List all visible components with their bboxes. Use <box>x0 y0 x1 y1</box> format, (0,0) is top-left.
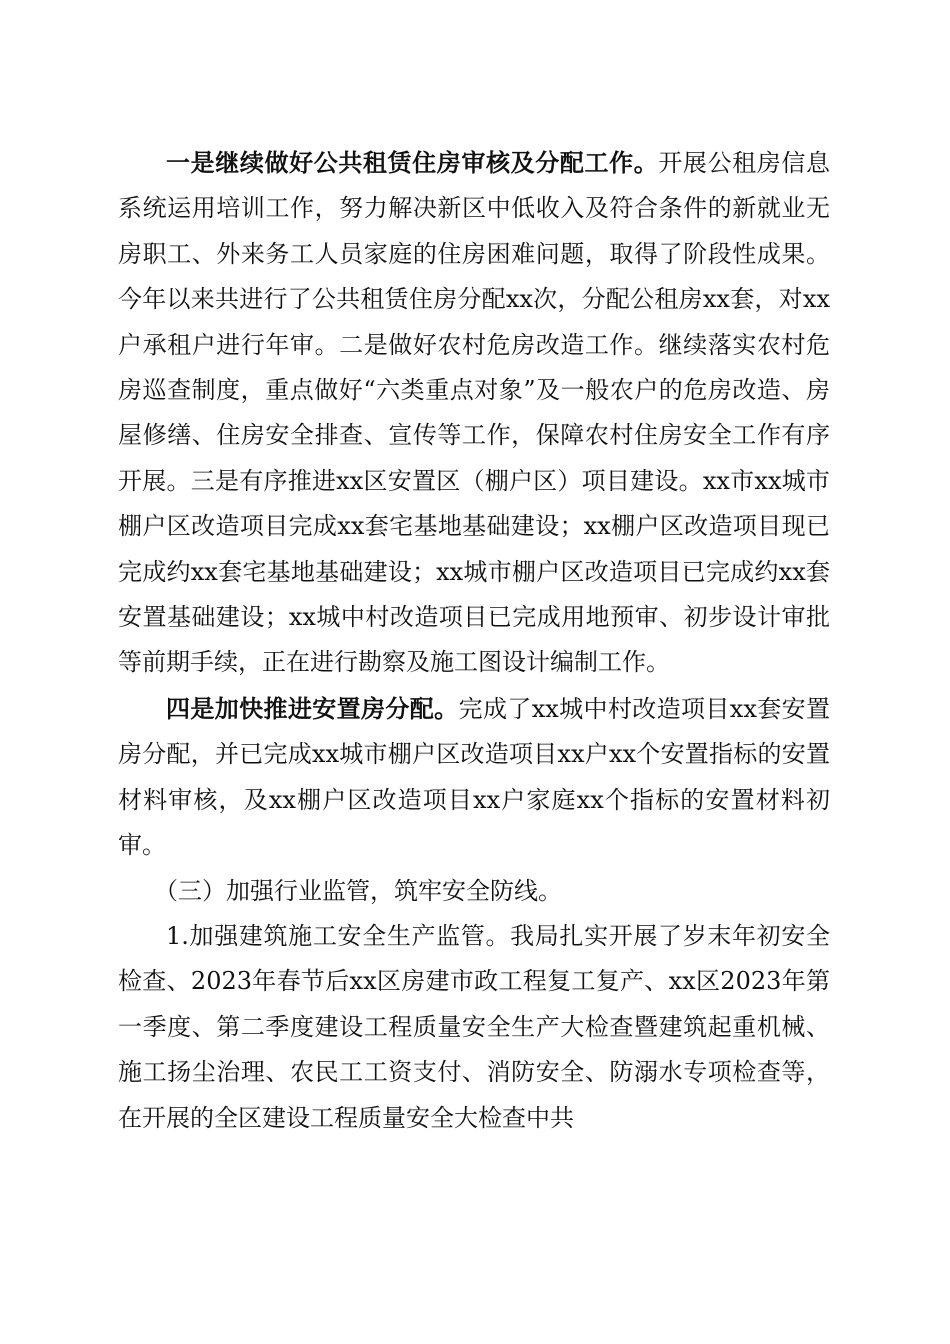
paragraph-1-lead: 一是继续做好公共租赁住房审核及分配工作。 <box>166 148 659 177</box>
paragraph-2-body: 完成了xx城中村改造项目xx套安置房分配，并已完成xx城市棚户区改造项目xx户xx个安置指标的安置材料审核，及xx棚户区改造项目xx户家庭xx个指标的安置材料初审。 <box>118 694 831 860</box>
paragraph-1 <box>118 140 830 686</box>
document-page <box>118 140 830 1141</box>
paragraph-3: 1.加强建筑施工安全生产监管。我局扎实开展了岁末年初安全检查、2023年春节后xx区房建市政工程复工复产、xx区2023年第一季度、第二季度建设工程质量安全生产大检查暨建筑起重机械、施工扬尘治理、农民工工资支付、消防安全、防溺水专项检查等，在开展的全区建设工程质量安全大检查中共 <box>118 921 830 1132</box>
paragraph-1-body: 开展公租房信息系统运用培训工作，努力解决新区中低收入及符合条件的新就业无房职工、外来务工人员家庭的住房困难问题，取得了阶段性成果。今年以来共进行了公共租赁住房分配xx次，分配公租房xx套，对xx户承租户进行年审。二是做好农村危房改造工作。继续落实农村危房巡查制度，重点做好“六类重点对象”及一般农户的危房改造、房屋修缮、住房安全排查、宣传等工作，保障农村住房安全工作有序开展。三是有序推进xx区安置区（棚户区）项目建设。xx市xx城市棚户区改造项目完成xx套宅基地基础建设；xx棚户区改造项目现已完成约xx套宅基地基础建设；xx城市棚户区改造项目已完成约xx套安置基础建设；xx城中村改造项目已完成用地预审、初步设计审批等前期手续，正在进行勘察及施工图设计编制工作。 <box>118 149 831 677</box>
section-heading: （三）加强行业监管，筑牢安全防线。 <box>154 876 562 905</box>
paragraph-2 <box>118 686 830 869</box>
paragraph-2-lead: 四是加快推进安置房分配。 <box>166 693 459 723</box>
